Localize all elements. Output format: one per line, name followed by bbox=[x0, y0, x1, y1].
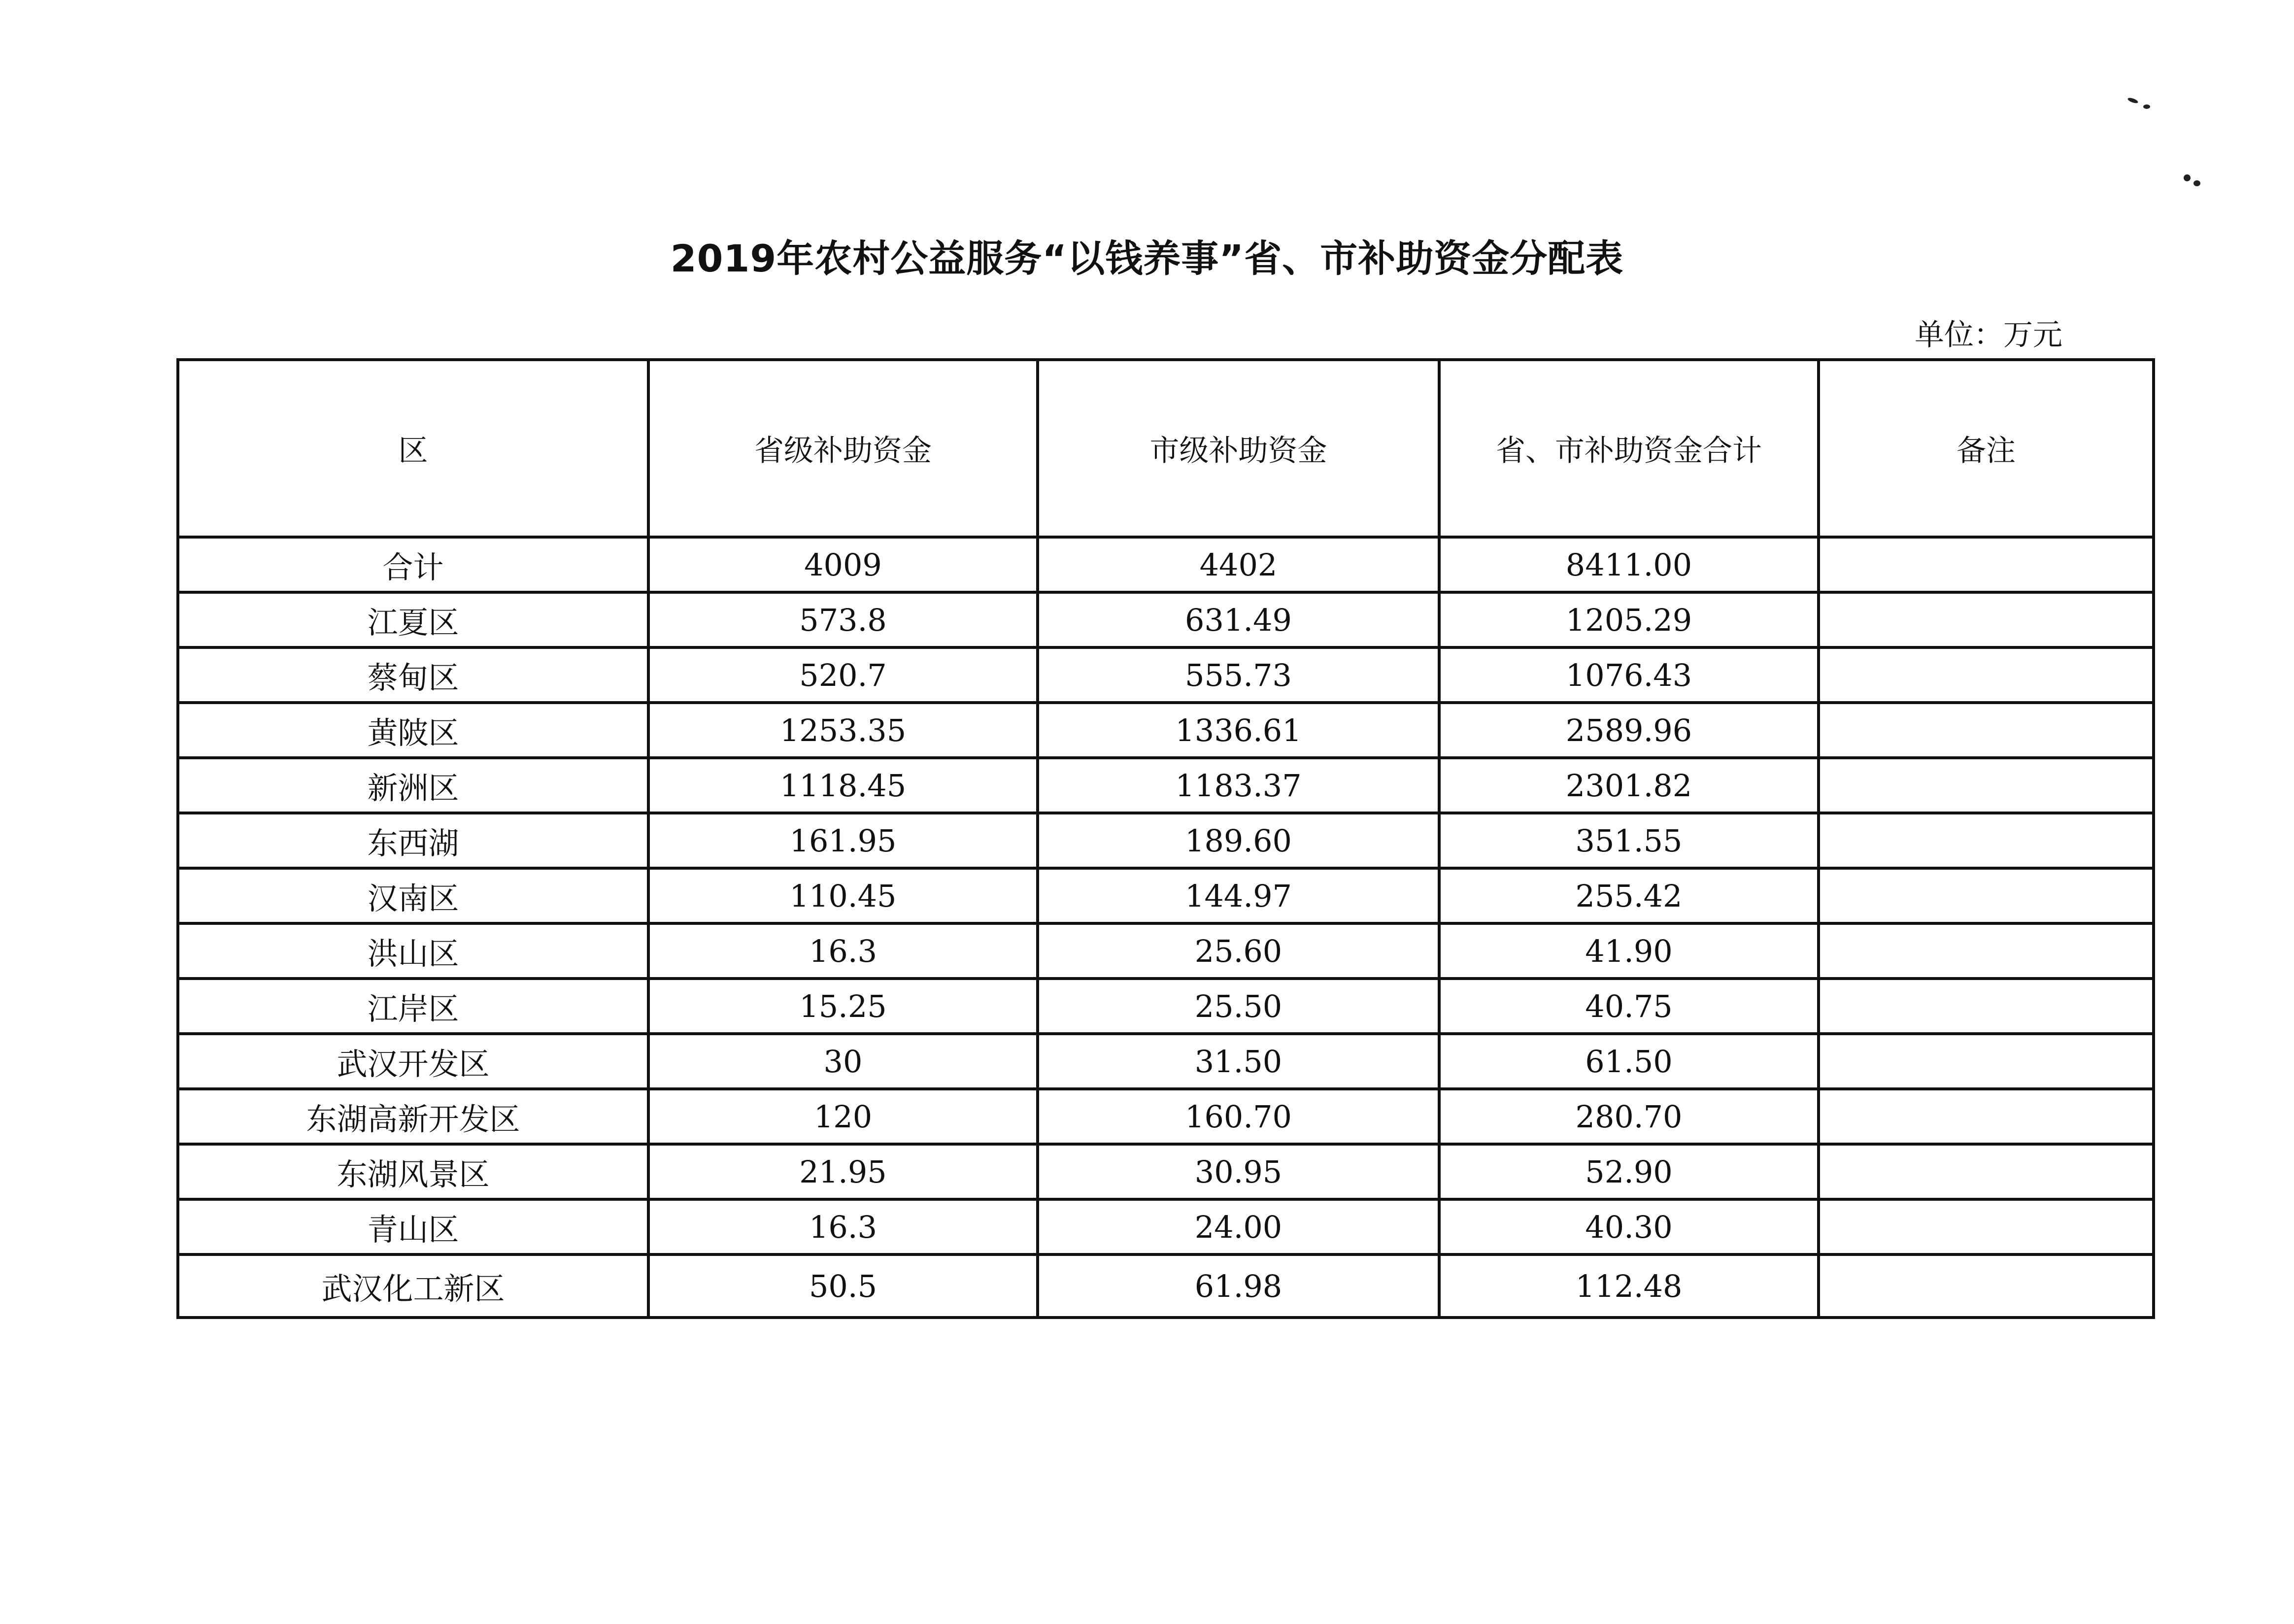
cell-total: 1205.29 bbox=[1439, 592, 1819, 647]
cell-remarks bbox=[1819, 647, 2154, 703]
cell-remarks bbox=[1819, 537, 2154, 592]
cell-total: 2301.82 bbox=[1439, 758, 1819, 813]
header-district: 区 bbox=[178, 360, 648, 537]
cell-provincial: 520.7 bbox=[648, 647, 1038, 703]
cell-remarks bbox=[1819, 1144, 2154, 1199]
cell-remarks bbox=[1819, 1089, 2154, 1144]
cell-provincial: 21.95 bbox=[648, 1144, 1038, 1199]
table-row bbox=[178, 813, 2154, 868]
scan-speck bbox=[2143, 104, 2150, 109]
cell-provincial: 1253.35 bbox=[648, 703, 1038, 758]
cell-remarks bbox=[1819, 868, 2154, 923]
table-row bbox=[178, 647, 2154, 703]
cell-district: 江岸区 bbox=[178, 979, 648, 1034]
cell-provincial: 15.25 bbox=[648, 979, 1038, 1034]
cell-district: 新洲区 bbox=[178, 758, 648, 813]
cell-total: 351.55 bbox=[1439, 813, 1819, 868]
table-row bbox=[178, 1254, 2154, 1318]
cell-municipal: 144.97 bbox=[1038, 868, 1439, 923]
cell-municipal: 160.70 bbox=[1038, 1089, 1439, 1144]
table-row bbox=[178, 592, 2154, 647]
table-row bbox=[178, 868, 2154, 923]
scan-speck bbox=[2127, 97, 2138, 104]
cell-remarks bbox=[1819, 592, 2154, 647]
cell-provincial: 16.3 bbox=[648, 1199, 1038, 1254]
cell-district: 江夏区 bbox=[178, 592, 648, 647]
header-total-subsidy: 省、市补助资金合计 bbox=[1439, 360, 1819, 537]
table-row bbox=[178, 1034, 2154, 1089]
table-row bbox=[178, 1089, 2154, 1144]
table-row bbox=[178, 1199, 2154, 1254]
header-remarks: 备注 bbox=[1819, 360, 2154, 537]
cell-total: 40.30 bbox=[1439, 1199, 1819, 1254]
cell-municipal: 31.50 bbox=[1038, 1034, 1439, 1089]
cell-municipal: 555.73 bbox=[1038, 647, 1439, 703]
cell-municipal: 30.95 bbox=[1038, 1144, 1439, 1199]
cell-district: 武汉化工新区 bbox=[178, 1254, 648, 1318]
cell-total: 2589.96 bbox=[1439, 703, 1819, 758]
cell-provincial: 110.45 bbox=[648, 868, 1038, 923]
cell-remarks bbox=[1819, 1199, 2154, 1254]
cell-remarks bbox=[1819, 703, 2154, 758]
table-row bbox=[178, 923, 2154, 979]
cell-municipal: 189.60 bbox=[1038, 813, 1439, 868]
cell-remarks bbox=[1819, 923, 2154, 979]
cell-total: 280.70 bbox=[1439, 1089, 1819, 1144]
cell-municipal: 25.60 bbox=[1038, 923, 1439, 979]
cell-provincial: 4009 bbox=[648, 537, 1038, 592]
cell-district: 合计 bbox=[178, 537, 648, 592]
allocation-table bbox=[176, 358, 2155, 1319]
unit-label: 单位：万元 bbox=[1915, 318, 2062, 352]
table-header-row bbox=[178, 360, 2154, 537]
cell-provincial: 1118.45 bbox=[648, 758, 1038, 813]
cell-total: 40.75 bbox=[1439, 979, 1819, 1034]
header-municipal-subsidy: 市级补助资金 bbox=[1038, 360, 1439, 537]
scan-speck bbox=[2184, 174, 2191, 181]
cell-total: 41.90 bbox=[1439, 923, 1819, 979]
cell-district: 东湖风景区 bbox=[178, 1144, 648, 1199]
cell-district: 青山区 bbox=[178, 1199, 648, 1254]
cell-municipal: 4402 bbox=[1038, 537, 1439, 592]
cell-municipal: 61.98 bbox=[1038, 1254, 1439, 1318]
table-row bbox=[178, 703, 2154, 758]
header-provincial-subsidy: 省级补助资金 bbox=[648, 360, 1038, 537]
page-title: 2019年农村公益服务“以钱养事”省、市补助资金分配表 bbox=[670, 237, 1624, 280]
cell-total: 52.90 bbox=[1439, 1144, 1819, 1199]
cell-provincial: 573.8 bbox=[648, 592, 1038, 647]
cell-district: 武汉开发区 bbox=[178, 1034, 648, 1089]
cell-municipal: 24.00 bbox=[1038, 1199, 1439, 1254]
cell-provincial: 16.3 bbox=[648, 923, 1038, 979]
cell-provincial: 50.5 bbox=[648, 1254, 1038, 1318]
cell-remarks bbox=[1819, 1254, 2154, 1318]
cell-remarks bbox=[1819, 813, 2154, 868]
cell-municipal: 1336.61 bbox=[1038, 703, 1439, 758]
cell-provincial: 161.95 bbox=[648, 813, 1038, 868]
table-row bbox=[178, 1144, 2154, 1199]
table-row bbox=[178, 758, 2154, 813]
scan-speck bbox=[2193, 180, 2200, 186]
cell-total: 112.48 bbox=[1439, 1254, 1819, 1318]
cell-district: 汉南区 bbox=[178, 868, 648, 923]
cell-district: 洪山区 bbox=[178, 923, 648, 979]
table-row bbox=[178, 537, 2154, 592]
cell-municipal: 1183.37 bbox=[1038, 758, 1439, 813]
cell-provincial: 30 bbox=[648, 1034, 1038, 1089]
cell-remarks bbox=[1819, 1034, 2154, 1089]
cell-provincial: 120 bbox=[648, 1089, 1038, 1144]
cell-district: 东湖高新开发区 bbox=[178, 1089, 648, 1144]
cell-municipal: 631.49 bbox=[1038, 592, 1439, 647]
cell-district: 蔡甸区 bbox=[178, 647, 648, 703]
cell-remarks bbox=[1819, 979, 2154, 1034]
cell-total: 255.42 bbox=[1439, 868, 1819, 923]
cell-district: 东西湖 bbox=[178, 813, 648, 868]
cell-municipal: 25.50 bbox=[1038, 979, 1439, 1034]
table-row bbox=[178, 979, 2154, 1034]
cell-district: 黄陂区 bbox=[178, 703, 648, 758]
cell-remarks bbox=[1819, 758, 2154, 813]
cell-total: 61.50 bbox=[1439, 1034, 1819, 1089]
cell-total: 8411.00 bbox=[1439, 537, 1819, 592]
cell-total: 1076.43 bbox=[1439, 647, 1819, 703]
